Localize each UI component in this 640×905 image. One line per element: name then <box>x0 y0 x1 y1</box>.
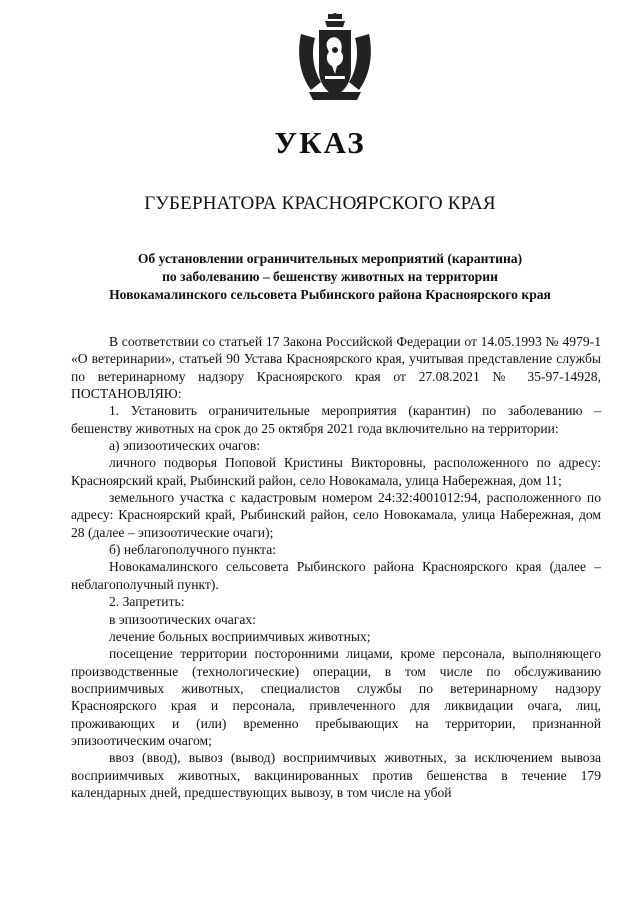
document-heading <box>60 250 600 304</box>
paragraph-preamble: В соответствии со статьей 17 Закона Российской Федерации от 14.05.1993 № 4979-1 «О ветеринарии», статьей 90 Устава Красноярского края, учитывая представление службы по ветеринарному надзору Красноярского края от 27.08.2021 № 35-97-14928, ПОСТАНОВЛЯЮ: <box>71 334 601 402</box>
heading-line: Об установлении ограничительных мероприятий (карантина) <box>137 251 523 266</box>
coat-of-arms-emblem <box>295 12 375 104</box>
paragraph-focus-2: земельного участка с кадастровым номером 24:32:4001012:94, расположенного по адресу: Красноярский край, Рыбинский район, село Новокамала, улица Набережная, дом 28 (далее – эпизоотические очаги); <box>71 490 601 540</box>
paragraph-in-foci: в эпизоотических очагах: <box>109 611 256 627</box>
heading-line: Новокамалинского сельсовета Рыбинского района Красноярского края <box>109 287 551 302</box>
paragraph-item-2: 2. Запретить: <box>109 594 185 610</box>
document-subtitle: ГУБЕРНАТОРА КРАСНОЯРСКОГО КРАЯ <box>144 193 496 214</box>
paragraph-visit-ban: посещение территории посторонними лицами, кроме персонала, выполняющего производственные (технологические) операции, в том числе по обслуживанию восприимчивых животных, специалистов службы по ветеринарному надзору Красноярского края и персонала, привлеченного для ликвидации очага, лиц, проживающих и (или) временно пребывающих на территории, признанной эпизоотическим очагом; <box>71 646 601 748</box>
paragraph-unfavorable-point: Новокамалинского сельсовета Рыбинского района Красноярского края (далее – неблагополучный пункт). <box>71 559 601 592</box>
paragraph-subitem-b: б) неблагополучного пункта: <box>109 542 277 558</box>
paragraph-focus-1: личного подворья Поповой Кристины Викторовны, расположенного по адресу: Красноярский край, Рыбинский район, село Новокамала, улица Набережная, дом 11; <box>71 455 601 488</box>
paragraph-transport-ban: ввоз (ввод), вывоз (вывод) восприимчивых животных, за исключением вывоза восприимчивых животных, вакцинированных против бешенства в течение 179 календарных дней, предшествующих вывозу, в том числе на убой <box>71 750 601 800</box>
document-title: УКАЗ <box>274 125 366 160</box>
paragraph-item-1: 1. Установить ограничительные мероприятия (карантин) по заболеванию – бешенству животных на срок до 25 октября 2021 года включительно на территории: <box>71 403 601 436</box>
paragraph-subitem-a: а) эпизоотических очагов: <box>109 438 261 454</box>
paragraph-treatment-ban: лечение больных восприимчивых животных; <box>109 628 371 644</box>
heading-line: по заболеванию – бешенству животных на территории <box>162 269 498 284</box>
document-body <box>71 333 601 801</box>
